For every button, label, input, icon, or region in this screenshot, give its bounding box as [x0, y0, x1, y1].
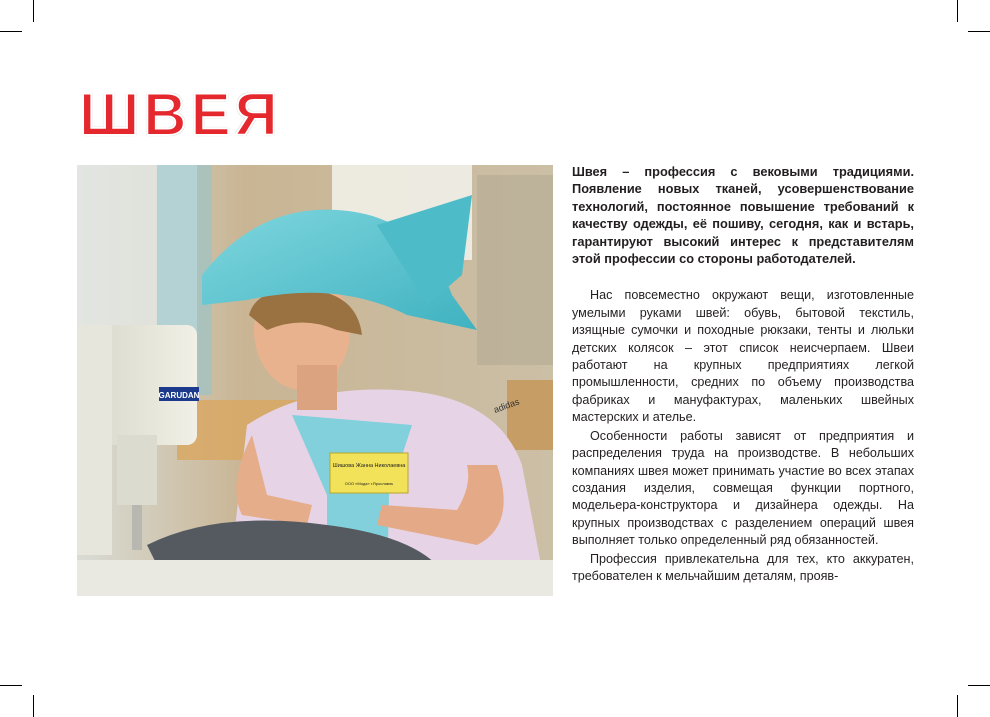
machine-brand-label: GARUDAN — [158, 391, 200, 400]
body-paragraph: Особенности работы зависят от предприятия и распределения труда на производстве. В небольших компаниях швея может принимать участие во всех этапах создания изделия, совмещая функции портного, модельера-конструктора и дизайнера одежды. На крупных производствах с разделением операций швея выполняет только определенный ряд обязанностей. — [572, 428, 914, 548]
article-text — [572, 163, 914, 586]
crop-mark — [33, 695, 34, 717]
body-paragraph: Профессия привлекательна для тех, кто аккуратен, требователен к мельчайшим деталям, прояв- — [572, 551, 914, 583]
crop-mark — [0, 685, 22, 686]
seamstress-photo — [77, 165, 553, 596]
lead-paragraph: Швея – профессия с вековыми традициями. Появление новых тканей, усовершенствование технологий, постоянное повышение требований к качеству одежды, её пошиву, сегодня, как и встарь, гарантируют высокий интерес к представителям этой профессии со стороны работодателей. — [572, 164, 914, 267]
crop-mark — [957, 695, 958, 717]
shirt-logo-label: adidas — [492, 396, 521, 415]
crop-mark — [968, 31, 990, 32]
badge-name-label: Шишова Жанна Николаевна — [332, 463, 406, 469]
crop-mark — [968, 685, 990, 686]
crop-mark — [33, 0, 34, 22]
badge-org-label: ООО «Мода» г.Ярославль — [344, 481, 394, 486]
page-title: ШВЕЯ — [79, 81, 282, 148]
body-paragraph: Нас повсеместно окружают вещи, изготовленные умелыми руками швей: обувь, бытовой текстиль, изящные сумочки и походные рюкзаки, тенты и люльки детских колясок – этот список неисчерпаем. Швеи работают на крупных предприятиях легкой промышленности, средних по объему производства фабриках и мануфактурах, маленьких швейных мастерских и ателье. — [572, 288, 914, 425]
crop-mark — [957, 0, 958, 22]
crop-mark — [0, 31, 22, 32]
